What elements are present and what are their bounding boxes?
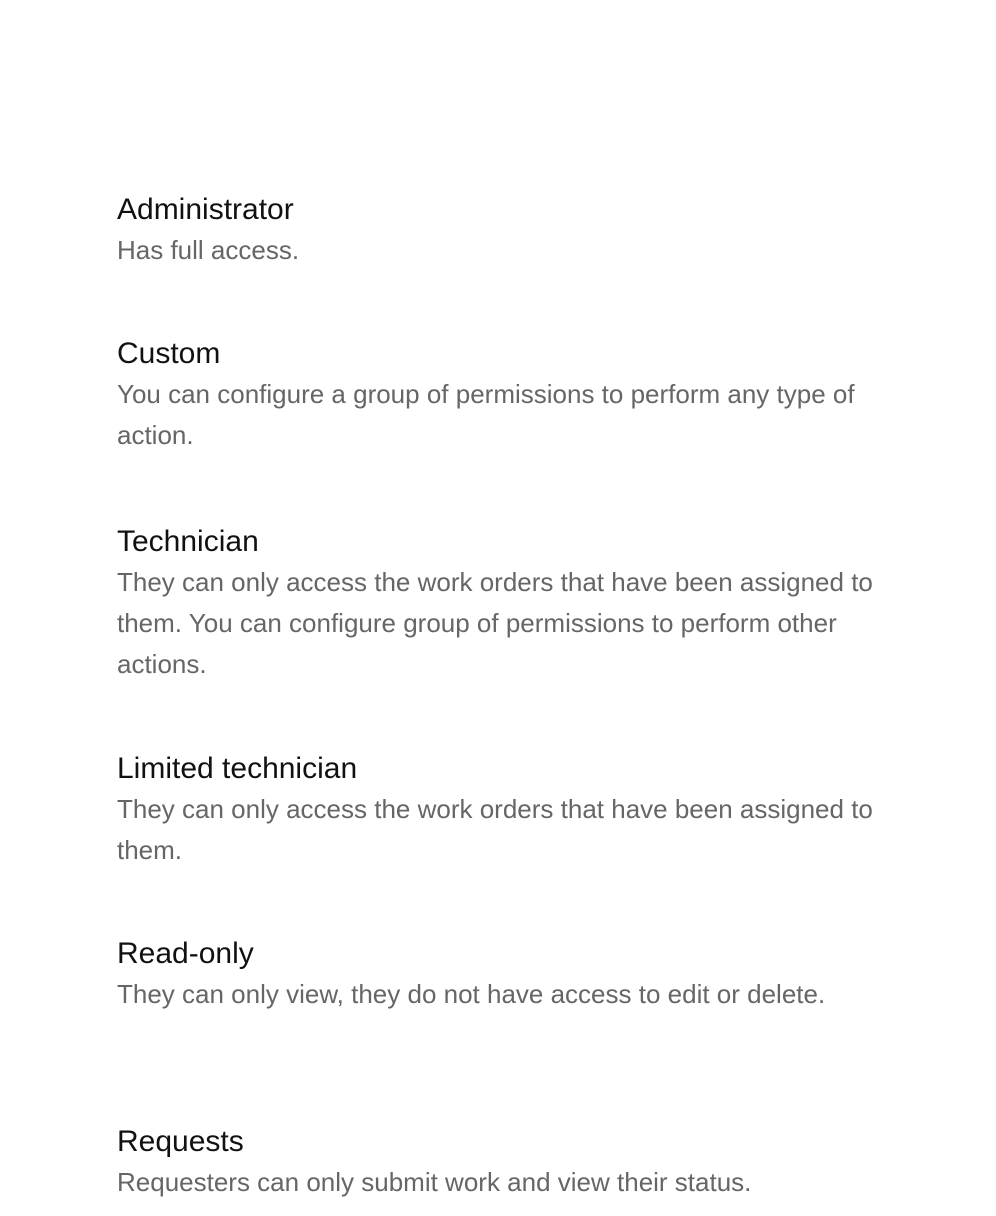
role-description: Requesters can only submit work and view their status. bbox=[117, 1167, 752, 1197]
role-item-read-only[interactable] bbox=[117, 934, 877, 1015]
role-description: They can only access the work orders that have been assigned to them. bbox=[117, 794, 873, 865]
role-item-custom[interactable] bbox=[117, 334, 877, 456]
role-item-requests[interactable] bbox=[117, 1122, 877, 1203]
role-description: They can only access the work orders that have been assigned to them. You can configure group of permissions to perform other actions. bbox=[117, 567, 873, 679]
role-item-administrator[interactable] bbox=[117, 190, 877, 271]
role-item-technician[interactable] bbox=[117, 522, 877, 685]
role-description: Has full access. bbox=[117, 235, 300, 265]
role-title: Requests bbox=[117, 1125, 244, 1158]
role-title: Custom bbox=[117, 337, 221, 370]
role-title: Administrator bbox=[117, 193, 294, 226]
role-item-limited-technician[interactable] bbox=[117, 749, 877, 871]
role-title: Limited technician bbox=[117, 752, 358, 785]
role-title: Technician bbox=[117, 525, 259, 558]
role-description: You can configure a group of permissions to perform any type of action. bbox=[117, 379, 855, 450]
role-title: Read-only bbox=[117, 937, 254, 970]
role-description: They can only view, they do not have access to edit or delete. bbox=[117, 979, 826, 1009]
